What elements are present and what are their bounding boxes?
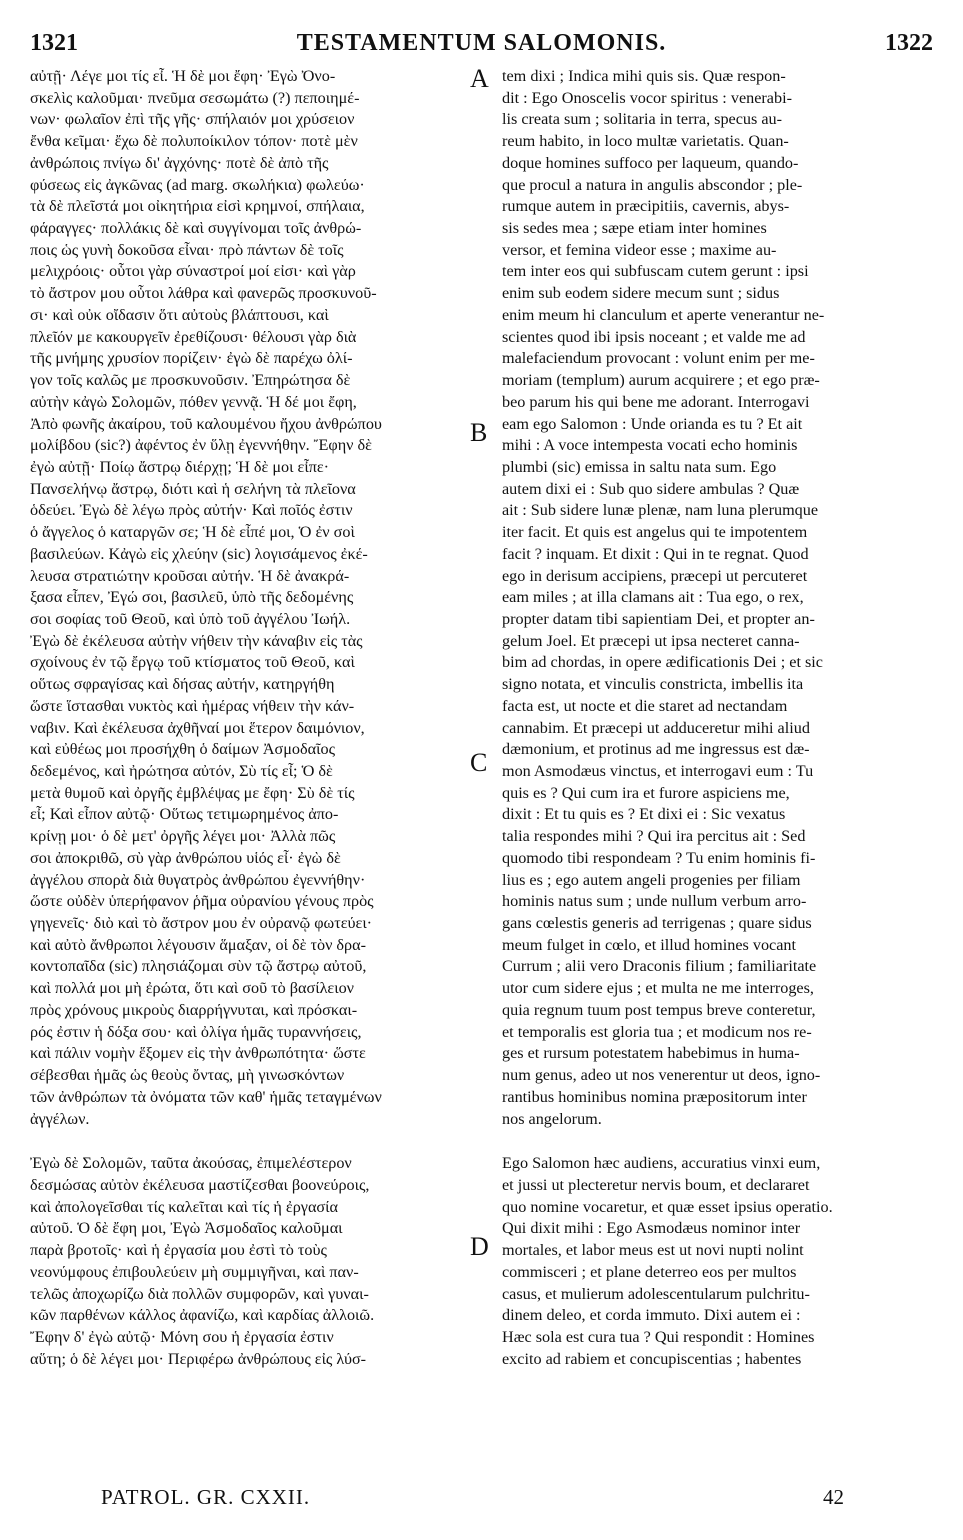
text-line: quis es ? Qui cum ira et furore aspiciens me, — [502, 783, 790, 802]
text-line: Ἀπὸ φωνῆς ἀκαίρου, τοῦ καλουμένου ἤχου ἀνθρώπου — [30, 414, 382, 433]
text-line: εἶ; Καὶ εἶπον αὐτῷ· Οὕτως τετιμωρημένος ἀπο- — [30, 805, 339, 824]
text-line: ποις ὡς γυνὴ δοκοῦσα εἶναι· πρὸ πάντων δὲ τοῖς — [30, 240, 344, 259]
text-line: αὐτοῦ. Ὁ δὲ ἔφη μοι, Ἐγὼ Ἀσμοδαῖος καλοῦμαι — [30, 1219, 343, 1238]
text-line: οὕτως σφραγίσας καὶ δήσας αὐτήν, κατηργήθη — [30, 675, 335, 694]
text-line: καὶ εὐθέως μοι προσήχθη ὁ δαίμων Ἀσμοδαῖος — [30, 740, 335, 759]
text-line: ἔνθα κεῖμαι· ἔχω δὲ πολυποίκιλον τόπον· ποτὲ μὲν — [30, 132, 358, 151]
text-line: meum fulget in cœlo, et illud homines vocant — [502, 935, 797, 954]
text-line: μελιχρόοις· οὗτοι γὰρ σύναστροί μοί εἰσι· καὶ γὰρ — [30, 262, 356, 281]
column-number-right: 1322 — [885, 30, 933, 56]
text-line: facit ? inquam. Et dixit : Qui in te regnat. Quod — [502, 544, 809, 563]
text-line: bim ad chordas, in opere ædificationis Dei ; et sic — [502, 653, 823, 672]
text-line: gelum Joel. Et præcepi ut ipsa necteret canna- — [502, 631, 800, 650]
latin-column — [502, 66, 938, 1370]
text-line: ὁδεύει. Ἐγὼ δὲ λέγω πρὸς αὐτήν· Καὶ ποῖός ἐστιν — [30, 501, 353, 520]
text-line: ego in derisum accipiens, præcepi ut percuteret — [502, 566, 808, 585]
text-line: τελῶς ἀποχωρίζω διὰ πολλῶν συμφορῶν, καὶ γυναι- — [30, 1284, 369, 1303]
section-marker-d: D — [470, 1232, 489, 1261]
text-line: quo nomine vocaretur, et quæ esset ipsius operatio. — [502, 1197, 833, 1216]
text-line: propter datam tibi sapientiam Dei, et propter an- — [502, 609, 815, 628]
text-line: Currum ; alii vero Draconis filium ; familiaritate — [502, 957, 817, 976]
greek-column — [30, 66, 482, 1370]
text-line: lius es ; ego autem angeli progenies per filiam — [502, 870, 801, 889]
text-line: gans cœlestis generis ad terrigenas ; quare sidus — [502, 914, 812, 933]
text-line: ναβιν. Καὶ ἐκέλευσα ἀχθῆναί μοι ἕτερον δαιμόνιον, — [30, 718, 365, 737]
text-line: enim meum hi clanculum et aperte venerantur ne- — [502, 305, 825, 324]
text-line: κρίνῃ μοι· ὁ δὲ μετ' ὀργῆς λέγει μοι· Ἀλλὰ πῶς — [30, 827, 336, 846]
text-line: et jussi ut plecteretur nervis boum, et declararet — [502, 1175, 810, 1194]
text-line: γον τοῖς καλῶς με προσκυνοῦσιν. Ἐπηρώτησα δὲ — [30, 371, 351, 390]
text-line: νων· φωλαῖον ἐπὶ τῆς γῆς· σπήλαιόν μοι χρύσειον — [30, 110, 355, 129]
text-line: moriam (templum) aurum acquirere ; et ego præ- — [502, 371, 820, 390]
page-header — [30, 30, 933, 60]
text-line: dixit : Et tu quis es ? Et dixi ei : Sic vexatus — [502, 805, 786, 824]
text-line: quia regnum tuum post tempus breve conteretur, — [502, 1000, 816, 1019]
paragraph-gap — [30, 1130, 482, 1153]
text-line: φάραγγες· πολλάκις δὲ καὶ συγγίνομαι τοῖς ἀνθρώ- — [30, 219, 362, 238]
text-line: σοι σοφίας τοῦ Θεοῦ, καὶ ὑπὸ τοῦ ἀγγέλου Ἰωήλ. — [30, 609, 351, 628]
text-line: μετὰ θυμοῦ καὶ ὀργῆς ἐμβλέψας με ἔφη· Σὺ δὲ τίς — [30, 783, 355, 802]
text-line: dinem deleo, et corda immuto. Dixi autem ei : — [502, 1306, 801, 1325]
section-marker-a: A — [470, 64, 489, 93]
text-line: Ego Salomon hæc audiens, accuratius vinxi eum, — [502, 1154, 821, 1173]
text-line: τῶν ἀνθρώπων τὰ ὀνόματα τῶν καθ' ἡμᾶς τεταγμένων — [30, 1087, 382, 1106]
text-line: σκελὶς καλοῦμαι· πνεῦμα σεσωμάτω (?) πεποιημέ- — [30, 88, 360, 107]
text-line: σοι ἀποκριθῶ, σὺ γὰρ ἀνθρώπου υἱός εἶ· ἐγὼ δὲ — [30, 848, 341, 867]
text-line: Πανσελήνῳ ἄστρῳ, διότι καὶ ἡ σελήνη τὰ πλεῖονα — [30, 479, 356, 498]
text-line: enim sub eodem sidere mecum sunt ; sidus — [502, 284, 780, 303]
text-line: cannabim. Et præcepi ut adduceretur mihi aliud — [502, 718, 810, 737]
text-line: Ἔφην δ' ἐγὼ αὐτῷ· Μόνη σου ἡ ἐργασία ἐστιν — [30, 1327, 334, 1346]
text-line: σχοίνους ἐν τῷ ἔργῳ τοῦ κτίσματος τοῦ Θεοῦ, καὶ — [30, 653, 355, 672]
text-line: καὶ αὐτὸ ἄνθρωποι λέγουσιν ἅμαξαν, οἱ δὲ τὸν δρα- — [30, 935, 367, 954]
text-line: φύσεως εἰς ἀγκῶνας (ad marg. σκωλήκια) φωλεύω· — [30, 175, 365, 194]
text-line: lis creata sum ; solitaria in terra, specus au- — [502, 110, 783, 129]
text-line: ὥστε ἵστασθαι νυκτὸς καὶ ἡμέρας νήθειν τὴν κάν- — [30, 696, 355, 715]
text-line: καὶ πολλά μοι μὴ ἐρώτα, ὅτι καὶ σοῦ τὸ βασίλειον — [30, 979, 355, 998]
text-line: ὥστε οὐδὲν ὑπερήφανον ῥῆμα οὐρανίου γένους πρὸς — [30, 892, 374, 911]
text-line: ρός ἐστιν ἡ δόξα σου· καὶ ὀλίγα ἡμᾶς τυραννήσεις, — [30, 1022, 362, 1041]
text-line: excito ad rabiem et concupiscentias ; habentes — [502, 1349, 802, 1368]
text-line: Hæc sola est cura tua ? Qui respondit : Homines — [502, 1327, 815, 1346]
text-line: commisceri ; et plane deterreo eos per multos — [502, 1262, 797, 1281]
text-line: νεονύμφους ἐπιβουλεύειν μὴ συμμιγῆναι, καὶ παν- — [30, 1262, 359, 1281]
footer-page-number: 42 — [823, 1485, 844, 1509]
text-line: iter facit. Et quis est angelus qui te impotentem — [502, 523, 808, 542]
text-line: quomodo tibi respondeam ? Tu enim hominis fi- — [502, 848, 816, 867]
text-line: signo notata, et vinculis constricta, imbellis ita — [502, 675, 804, 694]
text-line: rumque autem in præcipitiis, cavernis, abys- — [502, 197, 790, 216]
text-line: κοντοπαῖδα (sic) πλησιάζομαι σὺν τῷ ἄστρῳ αὐτοῦ, — [30, 957, 367, 976]
text-line: mon Asmodæus vinctus, et interrogavi eum : Tu — [502, 762, 814, 780]
text-line: mihi : A voce intempesta vocati echo hominis — [502, 436, 798, 455]
text-line: nos angelorum. — [502, 1109, 602, 1128]
text-line: αὐτὴν κἀγὼ Σολομῶν, πόθεν γεννᾷ. Ἡ δέ μοι ἔφη, — [30, 392, 357, 411]
text-line: eam miles ; at illa clamans ait : Tua ego, o rex, — [502, 588, 804, 607]
running-title: TESTAMENTUM SALOMONIS. — [296, 30, 667, 56]
text-line: sis sedes mea ; sæpe etiam inter homines — [502, 219, 767, 238]
text-line: κῶν παρθένων κάλλος ἀφανίζω, καὶ καρδίας ἀλλοιῶ. — [30, 1306, 375, 1325]
text-line: eam ego Salomon : Unde orianda es tu ? Et ait — [502, 414, 803, 433]
text-line: beo parum his qui bene me adorant. Interrogavi — [502, 392, 810, 411]
column-number-left: 1321 — [30, 30, 78, 56]
text-line: Qui dixit mihi : Ego Asmodæus nominor inter — [502, 1219, 801, 1238]
text-line: facta est, ut nocte et die staret ad nectandam — [502, 696, 788, 715]
text-line: hominis natus sum ; unde nullum verbum arro- — [502, 892, 807, 911]
text-line: dæmonium, et protinus ad me ingressus est dæ- — [502, 740, 810, 759]
text-line: ὁ ἄγγελος ὁ καταργῶν σε; Ἡ δὲ εἶπέ μοι, Ὁ ἐν σοὶ — [30, 523, 355, 542]
text-line: autem dixi ei : Sub quo sidere ambulas ? Quæ — [502, 479, 800, 498]
text-line: βασιλεύων. Κἀγὼ εἰς χλεύην (sic) λογισάμενος ἐκέ- — [30, 544, 368, 563]
text-line: δεσμώσας αὐτὸν ἐκέλευσα μαστίζεσθαι βοονεύροις, — [30, 1175, 370, 1194]
text-line: ξασα εἶπεν, Ἐγώ σοι, βασιλεῦ, ὑπὸ τῆς δεδομένης — [30, 588, 354, 607]
text-line: versor, et femina videor esse ; maxime au- — [502, 240, 777, 259]
text-line: rantibus hominibus nomina præpositorum inter — [502, 1087, 807, 1106]
text-line: πλεῖόν με κακουργεῖν ἐρεθίζουσι· θέλουσι γὰρ διὰ — [30, 327, 357, 346]
text-line: doque homines suffoco per laqueum, quando- — [502, 153, 799, 172]
text-line: utor cum sidere ejus ; et multa ne me interroges, — [502, 979, 814, 998]
text-line: τὰ δὲ πλεῖστά μοι οἰκητήρια εἰσὶ κρημνοί, σπήλαια, — [30, 197, 365, 216]
text-line: que procul a natura in angulis abscondor ; ple- — [502, 175, 803, 194]
text-line: καὶ ἀπολογεῖσθαι τίς καλεῖται καὶ τίς ἡ ἐργασία — [30, 1197, 338, 1216]
text-line: tem dixi ; Indica mihi quis sis. Quæ respon- — [502, 67, 786, 85]
text-line: et temporalis est gloria tua ; et modicum nos re- — [502, 1022, 812, 1041]
text-line: num genus, adeo ut nos venerentur ut deos, igno- — [502, 1066, 821, 1085]
text-line: plumbi (sic) emissa in saltu nata sum. Ego — [502, 457, 777, 476]
text-line: ait : Sub sidere lunæ plenæ, nam luna plerumque — [502, 501, 819, 520]
text-line: λευσα στρατιώτην κροῦσαι αὐτήν. Ἡ δὲ ἀνακρά- — [30, 566, 350, 585]
text-line: mortales, et labor meus est ut novi nupti nolint — [502, 1241, 804, 1260]
paragraph-gap — [502, 1130, 938, 1153]
text-line: malefaciendum provocant : volunt enim per me- — [502, 349, 815, 368]
text-line: ἀγγέλων. — [30, 1109, 90, 1128]
text-line: δεδεμένος, καὶ ἠρώτησα αὐτόν, Σὺ τίς εἶ; Ὁ δὲ — [30, 762, 333, 780]
text-line: σι· καὶ οὐκ οἴδασιν ὅτι αὐτοὺς βλάπτουσι, καὶ — [30, 305, 329, 324]
text-line: Ἐγὼ δὲ ἐκέλευσα αὐτὴν νήθειν τὴν κάναβιν εἰς τὰς — [30, 631, 363, 650]
text-line: αὕτη; ὁ δὲ λέγει μοι· Περιφέρω ἀνθρώπους εἰς λύσ- — [30, 1349, 367, 1368]
text-line: dit : Ego Onoscelis vocor spiritus : venerabi- — [502, 88, 792, 107]
text-line: καὶ πάλιν νομὴν ἕξομεν εἰς τὴν ἀνθρωπότητα· ὥστε — [30, 1044, 366, 1063]
text-line: αὐτῇ· Λέγε μοι τίς εἶ. Ἡ δὲ μοι ἔφη· Ἐγὼ Ὀνο- — [30, 67, 336, 85]
text-line: παρὰ βροτοῖς· καὶ ἡ ἐργασία μου ἐστὶ τὸ τοὺς — [30, 1241, 327, 1260]
text-line: reum habito, in loco multæ varietatis. Quan- — [502, 132, 789, 151]
section-marker-b: B — [470, 418, 488, 447]
text-line: casus, et mulierum adolescentularum pulchritu- — [502, 1284, 810, 1303]
text-line: ἀνθρώποις πνίγω δι' ἀγχόνης· ποτὲ δὲ ἀπὸ τῆς — [30, 153, 329, 172]
footer-volume: PATROL. GR. CXXII. — [101, 1485, 311, 1509]
text-line: tem inter eos qui subfuscam cutem gerunt : ipsi — [502, 262, 809, 281]
text-line: talia respondes mihi ? Qui ira percitus ait : Sed — [502, 827, 806, 846]
text-line: scientes quod ibi ipsis noceant ; et valde me ad — [502, 327, 806, 346]
text-line: σέβεσθαι ἡμᾶς ὡς θεοὺς ὄντας, μὴ γινωσκόντων — [30, 1066, 345, 1085]
text-line: Ἐγὼ δὲ Σολομῶν, ταῦτα ἀκούσας, ἐπιμελέστερον — [30, 1154, 352, 1173]
text-line: γηγενεῖς· διὸ καὶ τὸ ἄστρον μου ἐν οὐρανῷ φωτεύει· — [30, 914, 373, 933]
text-line: πρὸς χρόνους μικροὺς διαρρήγνυται, καὶ πρόσκαι- — [30, 1000, 358, 1019]
section-marker-c: C — [470, 748, 488, 777]
text-line: τῆς μνήμης χρυσίον πορίζειν· ἐγὼ δὲ παρέχω ὀλί- — [30, 349, 353, 368]
text-line: ἐγὼ αὐτῇ· Ποίῳ ἄστρῳ διέρχῃ; Ἡ δὲ μοι εἶπε· — [30, 457, 330, 476]
text-line: τὸ ἄστρον μου οὗτοι λάθρα καὶ φανερῶς προσκυνοῦ- — [30, 284, 377, 303]
text-line: ἀγγέλου σπορὰ διὰ θυγατρὸς ἀνθρώπου ἐγεννήθην· — [30, 870, 366, 889]
text-line: μολίβδου (sic?) ἀφέντος ἐν ὕλῃ ἐγεννήθην. Ἔφην δὲ — [30, 436, 372, 455]
text-line: ges et rursum potestatem habebimus in huma- — [502, 1044, 800, 1063]
